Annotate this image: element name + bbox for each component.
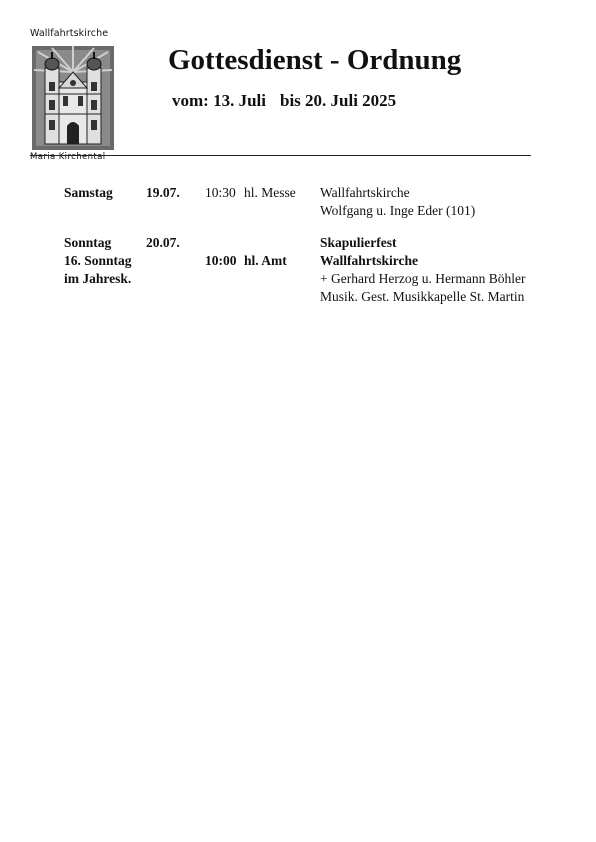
church-icon <box>32 42 114 155</box>
service-day-sub: 16. Sonntag <box>64 253 132 268</box>
service-day-sub: im Jahresk. <box>64 271 132 286</box>
service-location: Wallfahrtskirche <box>320 253 419 268</box>
service-day: Samstag <box>64 185 113 200</box>
service-time: 10:00 <box>205 253 237 268</box>
header-divider <box>30 155 531 156</box>
logo-top-text: Wallfahrtskirche <box>30 28 109 39</box>
service-location: Wallfahrtskirche <box>320 185 410 200</box>
service-date: 20.07. <box>146 235 180 250</box>
church-logo <box>30 28 120 163</box>
page-title: Gottesdienst - Ordnung <box>168 44 462 76</box>
service-type: hl. Messe <box>244 185 296 200</box>
service-day: Sonntag <box>64 235 112 250</box>
service-feast: Skapulierfest <box>320 235 397 250</box>
service-type: hl. Amt <box>244 253 287 268</box>
date-to: bis 20. Juli 2025 <box>279 91 397 110</box>
date-from: vom: 13. Juli <box>172 91 266 110</box>
service-date: 19.07. <box>146 185 180 200</box>
service-intention: + Gerhard Herzog u. Hermann Böhler <box>320 271 526 286</box>
service-time: 10:30 <box>205 185 236 200</box>
logo-bottom-text: Maria Kirchental <box>30 152 106 162</box>
date-range <box>172 91 396 111</box>
service-music: Musik. Gest. Musikkapelle St. Martin <box>320 289 525 304</box>
service-intention: Wolfgang u. Inge Eder (101) <box>320 203 476 218</box>
